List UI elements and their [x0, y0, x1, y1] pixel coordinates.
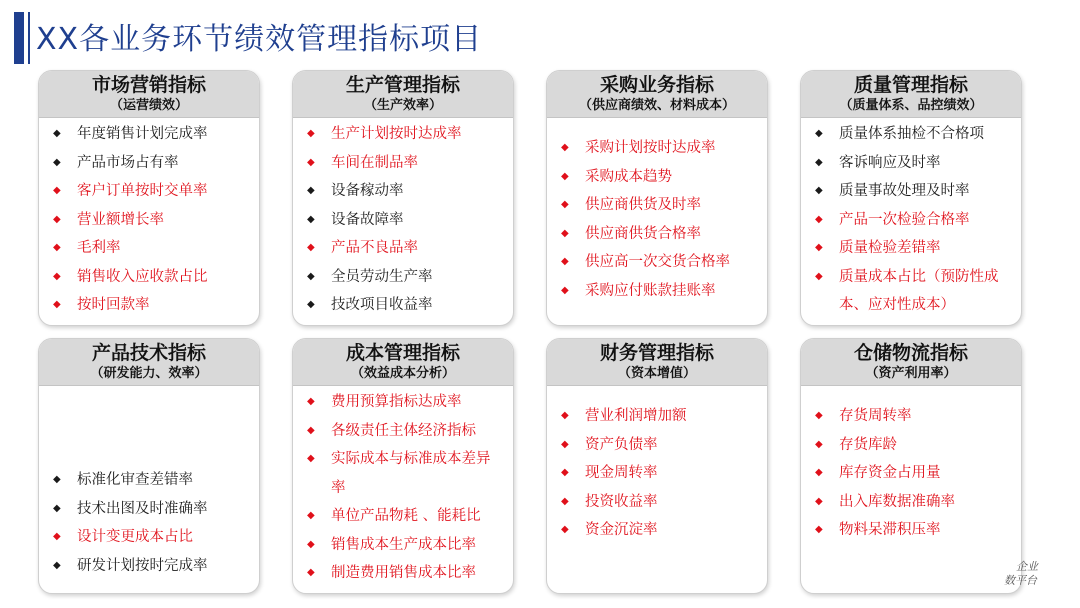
indicator-label: 技改项目收益率	[331, 297, 433, 313]
card-body	[293, 386, 513, 593]
title-accent-line	[28, 12, 30, 64]
indicator-label: 车间在制品率	[331, 154, 418, 171]
indicator-label: 质量成本占比（预防性成本、应对性成本）	[839, 268, 999, 313]
card-body	[801, 386, 1021, 593]
card-header	[801, 71, 1021, 118]
diamond-bullet-icon: ◆	[815, 495, 823, 507]
indicator-label: 出入库数据准确率	[839, 493, 955, 510]
indicator-label: 设备故障率	[331, 211, 404, 228]
diamond-bullet-icon: ◆	[307, 424, 315, 436]
indicator-item	[307, 263, 507, 292]
indicator-label: 全员劳动生产率	[331, 268, 433, 285]
diamond-bullet-icon: ◆	[53, 474, 61, 485]
card-body	[39, 118, 259, 325]
indicator-label: 费用预算指标达成率	[331, 394, 462, 410]
indicator-label: 设计变更成本占比	[77, 529, 193, 545]
diamond-bullet-icon: ◆	[561, 438, 569, 450]
card-title: 产品技术指标	[91, 342, 206, 364]
indicator-item	[561, 134, 761, 163]
indicator-item	[53, 206, 253, 235]
indicator-label: 制造费用销售成本比率	[331, 565, 476, 581]
indicator-label: 研发计划按时完成率	[77, 557, 208, 574]
indicator-item	[815, 120, 1015, 149]
indicator-card	[292, 70, 514, 326]
card-header	[547, 339, 767, 386]
indicator-item	[53, 149, 253, 178]
indicator-item	[815, 459, 1015, 488]
diamond-bullet-icon: ◆	[815, 410, 823, 421]
indicator-card	[292, 338, 514, 594]
indicator-label: 质量体系抽检不合格项	[839, 126, 984, 142]
indicator-label: 供应高一次交货合格率	[585, 254, 730, 270]
indicator-label: 销售收入应收款占比	[77, 268, 208, 285]
indicator-item	[53, 523, 253, 552]
card-subtitle: （研发能力、效率）	[90, 366, 208, 381]
indicator-item	[561, 191, 761, 220]
watermark	[994, 560, 1074, 588]
indicator-item	[307, 502, 507, 531]
indicator-label: 存货周转率	[839, 408, 912, 424]
diamond-bullet-icon: ◆	[815, 242, 823, 253]
diamond-bullet-icon: ◆	[561, 495, 569, 507]
indicator-item	[307, 291, 507, 320]
indicator-item	[53, 291, 253, 320]
card-subtitle: （效益成本分析）	[350, 366, 455, 381]
indicator-item	[561, 402, 761, 431]
diamond-bullet-icon: ◆	[561, 199, 569, 210]
card-title: 生产管理指标	[345, 74, 460, 96]
diamond-bullet-icon: ◆	[307, 213, 315, 225]
card-title: 财务管理指标	[599, 342, 714, 364]
indicator-item	[53, 263, 253, 292]
diamond-bullet-icon: ◆	[307, 538, 315, 550]
card-title: 市场营销指标	[91, 74, 206, 96]
card-title: 采购业务指标	[599, 74, 714, 96]
diamond-bullet-icon: ◆	[815, 128, 823, 139]
indicator-label: 客诉响应及时率	[839, 154, 941, 171]
indicator-card	[800, 338, 1022, 594]
indicator-label: 生产计划按时达成率	[331, 126, 462, 142]
diamond-bullet-icon: ◆	[561, 410, 569, 421]
diamond-bullet-icon: ◆	[815, 524, 823, 535]
indicator-label: 存货库龄	[839, 436, 897, 453]
indicator-item	[307, 206, 507, 235]
indicator-card	[800, 70, 1022, 326]
card-header	[293, 71, 513, 118]
indicator-label: 单位产品物耗 、能耗比	[331, 508, 481, 524]
card-header	[547, 71, 767, 118]
indicator-item	[815, 402, 1015, 431]
card-subtitle: （运营绩效）	[109, 98, 188, 113]
indicator-item	[561, 516, 761, 545]
indicator-label: 标准化审查差错率	[77, 472, 193, 488]
card-body	[547, 386, 767, 593]
indicator-label: 供应商供货及时率	[585, 197, 701, 213]
indicator-item	[561, 488, 761, 517]
indicator-label: 物料呆滞积压率	[839, 522, 941, 538]
card-title: 仓储物流指标	[853, 342, 968, 364]
watermark-line: 企业	[1016, 560, 1038, 573]
card-header	[293, 339, 513, 386]
diamond-bullet-icon: ◆	[815, 185, 823, 196]
diamond-bullet-icon: ◆	[307, 156, 315, 168]
indicator-card	[38, 70, 260, 326]
indicator-label: 实际成本与标准成本差异率	[331, 451, 491, 496]
card-body	[293, 118, 513, 325]
indicator-item	[561, 248, 761, 277]
card-subtitle: （资产利用率）	[865, 366, 957, 381]
indicator-item	[815, 431, 1015, 460]
indicator-item	[307, 234, 507, 263]
diamond-bullet-icon: ◆	[53, 156, 61, 168]
card-header	[39, 71, 259, 118]
diamond-bullet-icon: ◆	[307, 242, 315, 253]
indicator-label: 营业额增长率	[77, 211, 164, 228]
diamond-bullet-icon: ◆	[815, 270, 823, 282]
indicator-label: 设备稼动率	[331, 183, 404, 199]
indicator-label: 年度销售计划完成率	[77, 126, 208, 142]
diamond-bullet-icon: ◆	[561, 467, 569, 478]
diamond-bullet-icon: ◆	[307, 567, 315, 578]
indicator-card	[546, 70, 768, 326]
indicator-item	[307, 388, 507, 417]
diamond-bullet-icon: ◆	[561, 284, 569, 296]
indicator-item	[307, 417, 507, 446]
card-subtitle: （资本增值）	[617, 366, 696, 381]
indicator-item	[53, 495, 253, 524]
indicator-label: 产品一次检验合格率	[839, 211, 970, 228]
indicator-item	[307, 531, 507, 560]
diamond-bullet-icon: ◆	[561, 524, 569, 535]
diamond-bullet-icon: ◆	[307, 185, 315, 196]
diamond-bullet-icon: ◆	[53, 559, 61, 571]
indicator-label: 毛利率	[77, 240, 121, 256]
indicator-label: 采购应付账款挂账率	[585, 282, 716, 299]
diamond-bullet-icon: ◆	[53, 299, 61, 310]
indicator-label: 质量检验差错率	[839, 240, 941, 256]
card-body	[801, 118, 1021, 325]
diamond-bullet-icon: ◆	[815, 467, 823, 478]
indicator-item	[815, 206, 1015, 235]
indicator-item	[815, 263, 1015, 320]
diamond-bullet-icon: ◆	[561, 227, 569, 239]
diamond-bullet-icon: ◆	[53, 242, 61, 253]
indicator-label: 营业利润增加额	[585, 408, 687, 424]
diamond-bullet-icon: ◆	[307, 299, 315, 310]
card-title: 成本管理指标	[345, 342, 460, 364]
diamond-bullet-icon: ◆	[561, 170, 569, 182]
indicator-item	[307, 177, 507, 206]
indicator-item	[307, 559, 507, 588]
indicator-card	[38, 338, 260, 594]
indicator-item	[53, 234, 253, 263]
indicator-item	[307, 149, 507, 178]
indicator-label: 供应商供货合格率	[585, 225, 701, 242]
indicator-item	[53, 466, 253, 495]
indicator-label: 按时回款率	[77, 297, 150, 313]
diamond-bullet-icon: ◆	[53, 502, 61, 514]
indicator-label: 各级责任主体经济指标	[331, 422, 476, 439]
indicator-label: 库存资金占用量	[839, 465, 941, 481]
indicator-item	[53, 120, 253, 149]
card-body	[39, 386, 259, 593]
indicator-item	[815, 149, 1015, 178]
diamond-bullet-icon: ◆	[561, 142, 569, 153]
card-subtitle: （质量体系、品控绩效）	[839, 98, 983, 113]
indicator-item	[307, 445, 507, 502]
indicator-item	[815, 177, 1015, 206]
indicator-label: 现金周转率	[585, 465, 658, 481]
diamond-bullet-icon: ◆	[53, 128, 61, 139]
indicator-label: 资产负债率	[585, 436, 658, 453]
indicator-item	[561, 163, 761, 192]
indicator-label: 采购成本趋势	[585, 168, 672, 185]
indicator-item	[561, 220, 761, 249]
diamond-bullet-icon: ◆	[815, 213, 823, 225]
indicator-label: 产品市场占有率	[77, 154, 179, 171]
card-body	[547, 118, 767, 325]
diamond-bullet-icon: ◆	[307, 128, 315, 139]
diamond-bullet-icon: ◆	[307, 270, 315, 282]
diamond-bullet-icon: ◆	[307, 510, 315, 521]
diamond-bullet-icon: ◆	[815, 156, 823, 168]
indicator-item	[53, 177, 253, 206]
indicator-item	[561, 431, 761, 460]
indicator-label: 采购计划按时达成率	[585, 140, 716, 156]
indicator-item	[307, 120, 507, 149]
indicator-label: 资金沉淀率	[585, 522, 658, 538]
diamond-bullet-icon: ◆	[53, 185, 61, 196]
indicator-item	[561, 277, 761, 306]
diamond-bullet-icon: ◆	[53, 213, 61, 225]
indicator-label: 质量事故处理及时率	[839, 183, 970, 199]
indicator-item	[815, 488, 1015, 517]
indicator-item	[561, 459, 761, 488]
card-subtitle: （生产效率）	[363, 98, 442, 113]
title-accent-bar	[14, 12, 24, 64]
diamond-bullet-icon: ◆	[561, 256, 569, 267]
indicator-card	[546, 338, 768, 594]
diamond-bullet-icon: ◆	[53, 531, 61, 542]
card-subtitle: （供应商绩效、材料成本）	[578, 98, 735, 113]
indicator-label: 销售成本生产成本比率	[331, 536, 476, 553]
diamond-bullet-icon: ◆	[307, 453, 315, 464]
card-title: 质量管理指标	[853, 74, 968, 96]
diamond-bullet-icon: ◆	[307, 396, 315, 407]
watermark-line: 数平台	[1004, 574, 1037, 587]
card-header	[801, 339, 1021, 386]
diamond-bullet-icon: ◆	[815, 438, 823, 450]
indicator-label: 客户订单按时交单率	[77, 183, 208, 199]
card-header	[39, 339, 259, 386]
indicator-label: 产品不良品率	[331, 240, 418, 256]
indicator-item	[53, 552, 253, 581]
indicator-item	[815, 516, 1015, 545]
indicator-item	[815, 234, 1015, 263]
indicator-label: 技术出图及时准确率	[77, 500, 208, 517]
indicator-label: 投资收益率	[585, 493, 658, 510]
page-title: XX各业务环节绩效管理指标项目	[36, 22, 483, 57]
diamond-bullet-icon: ◆	[53, 270, 61, 282]
